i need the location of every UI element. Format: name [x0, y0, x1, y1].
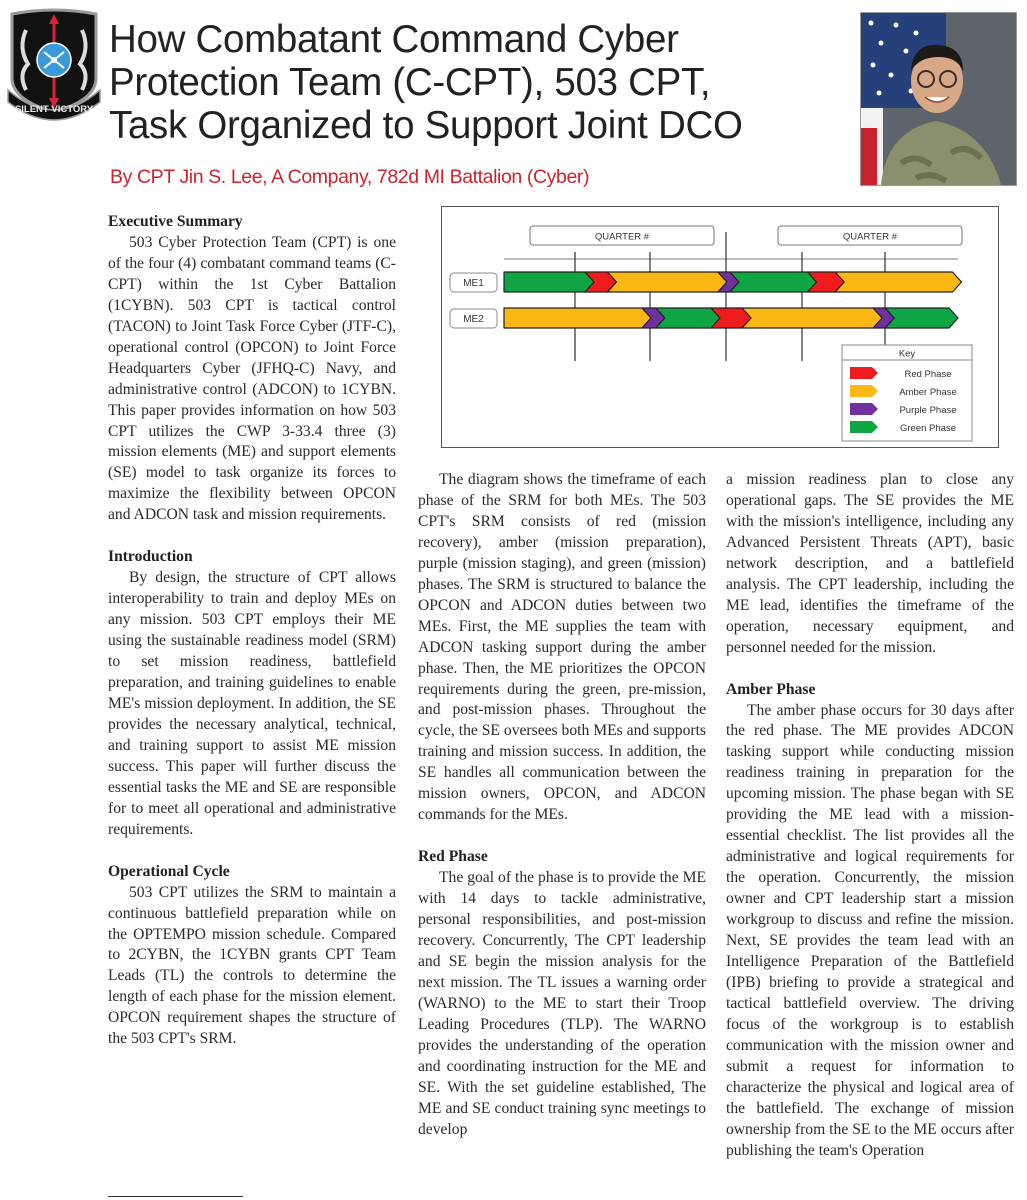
phase-segment-amber: [835, 272, 961, 292]
quarter-header-label: QUARTER #: [842, 231, 898, 243]
key-swatch-amber: [850, 385, 878, 397]
row-label-me2: ME2: [463, 314, 484, 325]
insignia-icon: [4, 8, 104, 126]
executive-summary-paragraph: 503 Cyber Protection Team (CPT) is one of the four (4) combatant command teams (C-CPT) within the 1st Cyber Battalion (1CYBN). 503 CPT is tactical control (TACON) to Joint Task Force Cyber (JTF-C), operational control (OPCON) to Joint Force Headquarters Cyber (JFHQ-C) Navy, and administrative control (ADCON) to 1CYBN. This paper provides information on how 503 CPT utilizes the CWP 3-33.4 three (3) mission elements (ME) and support elements (SE) model to task organize its forces to maximize the flexibility between OPCON and ADCON task and mission requirements.: [108, 233, 396, 524]
quarter-header-label: QUARTER #: [594, 231, 650, 243]
red-phase-paragraph: The goal of the phase is to provide the ME with 14 days to tackle administrative, personal responsibilities, and post-mission recovery. Concurrently, The CPT leadership and SE begin the mission analysis for the next mission. The TL issues a warning order (WARNO) to the ME to start their Troop Leading Procedures (TLP). The WARNO provides the understanding of the operation and coordinating instruction for the ME and SE. With the set guideline established, The ME and SE conduct training sync meetings to develop: [418, 869, 706, 1138]
row-label-me1: ME1: [463, 278, 484, 289]
column-2: [418, 470, 706, 1141]
section-heading-amber-phase: Amber Phase: [726, 680, 816, 698]
key-title: Key: [898, 348, 916, 360]
title-line: Task Organized to Support Joint DCO: [109, 104, 743, 147]
key-label-red: Red Phase: [904, 369, 952, 380]
phase-segment-amber: [742, 308, 882, 328]
unit-insignia: [4, 8, 104, 126]
phase-segment-green: [885, 308, 958, 328]
phase-segment-green: [730, 272, 817, 292]
phase-segment-amber: [608, 272, 727, 292]
section-heading-red-phase: Red Phase: [418, 848, 488, 866]
column-3: [726, 470, 1014, 1162]
amber-phase-paragraph: The amber phase occurs for 30 days after the red phase. The ME provides ADCON tasking support while conducting mission readiness training in preparation for the upcoming mission. The phase began with SE providing the ME lead with a mission-essential checklist. The list provides all the administrative and logical requirements for the operation. Concurrently, the mission owner and CPT leadership start a mission workgroup to discuss and refine the mission. Next, SE provides the team lead with an Intelligence Preparation of the Battlefield (IPB) briefing to provide a strategical and tactical battlefield overview. The driving focus of the workgroup is to establish communication with the mission owner and submit a request for information to characterize the physical and logical area of the battlefield. The exchange of mission ownership from the SE to the ME occurs after publishing the team's Operation: [726, 701, 1014, 1159]
operational-cycle-paragraph: 503 CPT utilizes the SRM to maintain a continuous battlefield preparation while on the OPTEMPO mission schedule. Compared to 2CYBN, the 1CYBN grants CPT Team Leads (TL) the controls to determine the length of each phase for the mission element. OPCON requirement shapes the structure of the 503 CPT's SRM.: [108, 883, 396, 1048]
phase-segment-green: [656, 308, 720, 328]
insignia-motto: SILENT VICTORY: [14, 104, 94, 115]
title-line: How Combatant Command Cyber: [109, 18, 679, 61]
section-heading-operational-cycle: Operational Cycle: [108, 862, 230, 880]
footnote-divider: [108, 1196, 243, 1197]
phase-segment-green: [504, 272, 594, 292]
section-heading-introduction: Introduction: [108, 548, 193, 566]
column-1: [108, 212, 396, 1050]
key-label-purple: Purple Phase: [899, 405, 957, 416]
article-title: [109, 18, 859, 147]
introduction-paragraph: By design, the structure of CPT allows interoperability to train and deploy MEs on any mission. 503 CPT employs their ME using the sustainable readiness model (SRM) to set mission readiness, battlefield preparation, and training guidelines to enable ME's mission deployment. In addition, the SE provides the necessary analytical, technical, and training support to assist ME mission success. This paper will further discuss the essential tasks the ME and SE are responsible for to meet all operational and administrative requirements.: [108, 569, 396, 838]
key-swatch-red: [850, 367, 878, 379]
diagram-description-paragraph: The diagram shows the timeframe of each phase of the SRM for both MEs. The 503 CPT's SRM consists of red (mission recovery), amber (mission preparation), purple (mission staging), and green (mission) phases. The SRM is structured to balance the OPCON and ADCON duties between two MEs. First, the ME supplies the team with ADCON tasking support during the amber phase. Then, the ME prioritizes the OPCON requirements during the green, pre-mission, and post-mission phases. Throughout the cycle, the SE oversees both MEs and supports training and mission success. In addition, the SE handles all communication between the mission owners, OPCON, and ADCON commands for the MEs.: [418, 471, 706, 824]
red-phase-paragraph-continued: a mission readiness plan to close any operational gaps. The SE provides the ME with the mission's intelligence, including any Advanced Persistent Threats (APT), basic network description, and a battlefield analysis. The CPT leadership, including the ME lead, identifies the timeframe of the operation, necessary equipment, and personnel needed for the mission.: [726, 471, 1014, 656]
key-swatch-purple: [850, 403, 878, 415]
srm-diagram-svg: [442, 207, 998, 447]
section-heading-executive-summary: Executive Summary: [108, 213, 243, 230]
key-label-amber: Amber Phase: [899, 387, 957, 398]
srm-phase-diagram: [441, 206, 999, 448]
phase-segment-amber: [504, 308, 651, 328]
author-portrait: [860, 12, 1017, 186]
title-line: Protection Team (C-CPT), 503 CPT,: [109, 61, 711, 104]
author-byline: By CPT Jin S. Lee, A Company, 782d MI Battalion (Cyber): [110, 166, 590, 188]
key-label-green: Green Phase: [900, 423, 956, 434]
portrait-photo-icon: [861, 13, 1016, 185]
key-swatch-green: [850, 421, 878, 433]
